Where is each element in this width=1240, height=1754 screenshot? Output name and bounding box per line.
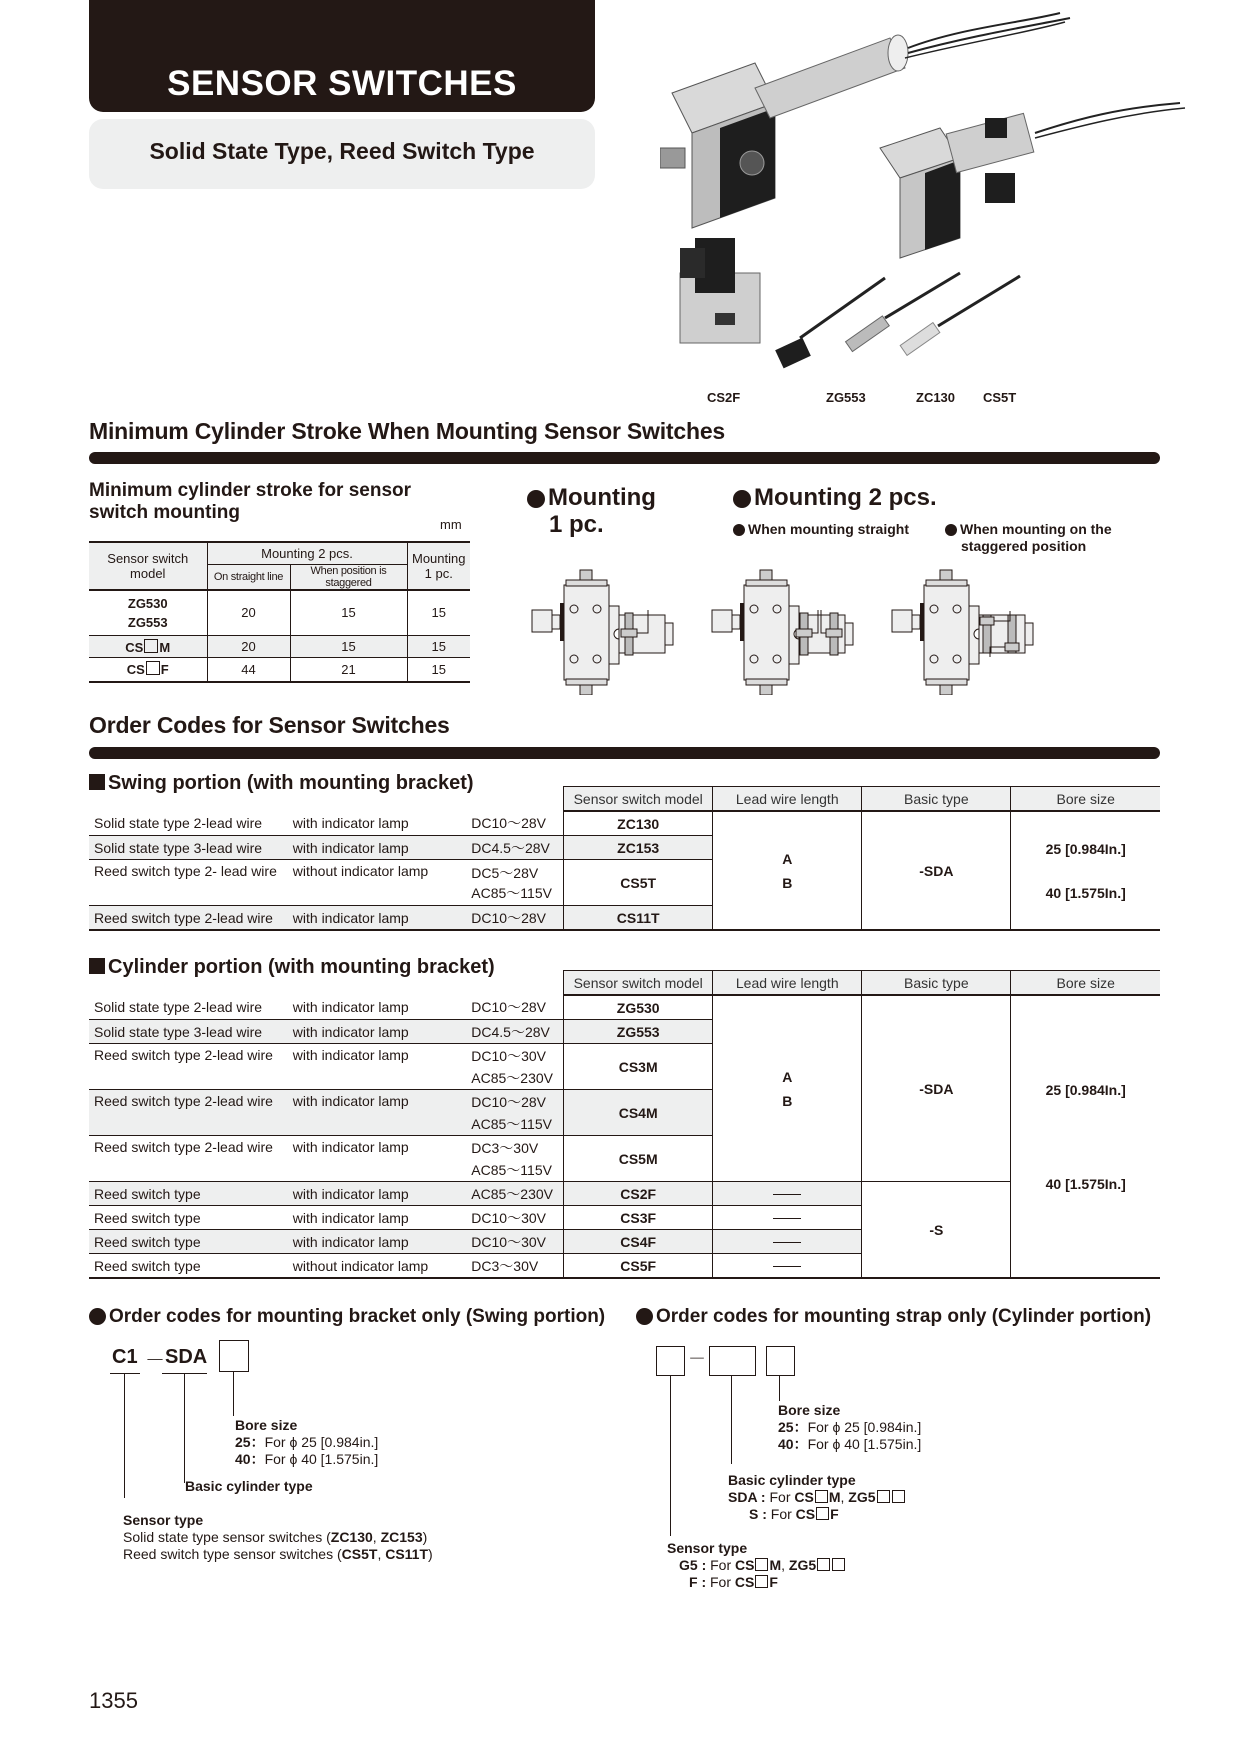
strap-basic-legend: Basic cylinder type SDA : For CS M, ZG5 S : For CS F xyxy=(728,1472,906,1523)
subtitle-banner xyxy=(89,119,595,189)
bore-size-input-box xyxy=(766,1346,795,1376)
diagram-mounting-straight xyxy=(712,570,853,695)
rotary-actuator-right-image xyxy=(880,103,1185,258)
col-header-mount1: Mounting 1 pc. xyxy=(407,542,470,590)
table-row: Reed switch type 2-lead wire with indicator lamp DC10～28V AC85～115V CS4M xyxy=(89,1090,1160,1136)
col-header-mount2: Mounting 2 pcs. xyxy=(207,542,407,564)
bracket-sensor-legend: Sensor type Solid state type sensor switches (ZC130, ZC153) Reed switch type sensor switches (CS5T, CS11T) xyxy=(123,1512,433,1562)
bullet-icon xyxy=(527,490,545,508)
photo-label-cs2f: CS2F xyxy=(707,390,741,405)
mounting-2-heading: Mounting 2 pcs. xyxy=(733,484,937,511)
sensor-type-input-box xyxy=(656,1346,685,1376)
mounting-straight-label: When mounting straight xyxy=(733,521,909,538)
table-row: Reed switch type without indicator lamp DC3～30V CS5F xyxy=(89,1254,1160,1279)
mounting-1-heading: Mounting 1 pc. xyxy=(527,484,656,538)
table-row: Solid state type 2-lead wire with indicator lamp DC10～28V ZC130 A B -SDA 25 [0.984In.] 40 [1.575In.] xyxy=(89,811,1160,836)
bullet-icon xyxy=(89,1308,106,1325)
table-row: Reed switch type 2-lead wire with indicator lamp DC3～30V AC85～115V CS5M xyxy=(89,1136,1160,1182)
col-header: Basic type xyxy=(862,787,1011,812)
section-title-min-stroke: Minimum Cylinder Stroke When Mounting Sensor Switches xyxy=(89,418,726,444)
swing-order-table xyxy=(89,786,1160,931)
bullet-icon xyxy=(733,490,751,508)
leader-line xyxy=(184,1373,185,1483)
min-stroke-table xyxy=(89,541,470,683)
strap-bore-legend: Bore size 25：For ϕ 25 [0.984in.] 40：For ϕ 40 [1.575in.] xyxy=(778,1402,922,1452)
lead-wire-cell: A B xyxy=(713,995,862,1182)
col-header: Basic type xyxy=(862,971,1011,996)
diagram-mounting-staggered xyxy=(892,570,1033,695)
table-row: Reed switch type 2-lead wire with indicator lamp DC10～30V AC85～230V CS3M xyxy=(89,1044,1160,1090)
strap-sensor-legend: Sensor type G5 : For CS M, ZG5 F : For CS F xyxy=(667,1540,846,1591)
col-header: Bore size xyxy=(1011,787,1160,812)
cylinder-portion-heading: Cylinder portion (with mounting bracket) xyxy=(89,956,495,979)
dash-icon xyxy=(773,1242,801,1243)
bore-size-input-box xyxy=(219,1340,249,1372)
leader-line xyxy=(779,1376,780,1401)
page-title: SENSOR SWITCHES xyxy=(167,64,517,103)
photo-label-zc130: ZC130 xyxy=(916,390,956,405)
dash-icon xyxy=(773,1266,801,1267)
page-number: 1355 xyxy=(89,1688,138,1713)
page-subtitle: Solid State Type, Reed Switch Type xyxy=(149,138,535,164)
basic-type-cell-sda: -SDA xyxy=(862,995,1011,1182)
strap-codes-heading: Order codes for mounting strap only (Cylinder portion) xyxy=(636,1306,1151,1328)
lead-wire-cell: A B xyxy=(713,811,862,930)
table-row: CS M 20 15 15 xyxy=(89,636,470,658)
swing-portion-heading: Swing portion (with mounting bracket) xyxy=(89,772,474,795)
col-header: Lead wire length xyxy=(713,787,862,812)
table-row: Solid state type 3-lead wire with indicator lamp DC4.5～28V ZG553 xyxy=(89,1020,1160,1044)
bullet-icon xyxy=(733,524,745,536)
col-header-straight: On straight line xyxy=(207,564,290,590)
cs5t-sensor-image xyxy=(900,276,1020,355)
bore-size-cell: 25 [0.984In.] 40 [1.575In.] xyxy=(1011,811,1160,930)
bullet-icon xyxy=(636,1308,653,1325)
col-header: Sensor switch model xyxy=(564,971,713,996)
table-header-row xyxy=(89,787,1160,812)
bore-size-cell: 25 [0.984In.] 40 [1.575In.] xyxy=(1011,995,1160,1278)
leader-line xyxy=(731,1376,732,1464)
dash-icon xyxy=(773,1194,801,1195)
table-row: ZG530 ZG553 20 15 15 xyxy=(89,590,470,636)
zc130-sensor-image xyxy=(846,273,960,352)
table-row: Reed switch type with indicator lamp DC10～30V CS4F xyxy=(89,1230,1160,1254)
code-separator: － xyxy=(688,1349,706,1369)
bracket-bore-legend: Bore size 25：For ϕ 25 [0.984in.] 40：For ϕ 40 [1.575in.] xyxy=(235,1417,379,1467)
col-header-model: Sensor switch model xyxy=(89,542,207,590)
photo-label-zg553: ZG553 xyxy=(826,390,866,405)
section-title-order-codes: Order Codes for Sensor Switches xyxy=(89,712,450,738)
bracket-basic-legend: Basic cylinder type xyxy=(185,1478,313,1494)
basic-type-cell-s: -S xyxy=(862,1182,1011,1279)
mounting-staggered-label: When mounting on the staggered position xyxy=(945,521,1112,555)
min-stroke-table-heading: Minimum cylinder stroke for sensor switch mounting xyxy=(89,480,412,523)
col-header: Sensor switch model xyxy=(564,787,713,812)
col-header-staggered: When position is staggered xyxy=(290,564,407,590)
mounting-diagrams xyxy=(520,565,1160,695)
code-sda: SDA xyxy=(165,1346,208,1368)
col-header: Lead wire length xyxy=(713,971,862,996)
basic-type-input-box xyxy=(709,1346,756,1376)
diagram-mounting-1pc xyxy=(532,570,673,695)
unit-label: mm xyxy=(440,517,462,532)
cs2f-sensor-image xyxy=(680,238,760,343)
section-divider xyxy=(89,747,1160,759)
leader-line xyxy=(670,1376,671,1536)
table-row: Reed switch type 2- lead wire without indicator lamp DC5～28V AC85～115V CS5T xyxy=(89,860,1160,906)
bracket-codes-heading: Order codes for mounting bracket only (Swing portion) xyxy=(89,1306,605,1328)
bullet-icon xyxy=(945,524,957,536)
table-row: Reed switch type with indicator lamp DC10～30V CS3F xyxy=(89,1206,1160,1230)
section-divider xyxy=(89,452,1160,464)
table-row: Reed switch type 2-lead wire with indicator lamp DC10～28V CS11T xyxy=(89,906,1160,931)
basic-type-cell: -SDA xyxy=(862,811,1011,930)
leader-line xyxy=(124,1373,125,1498)
col-header: Bore size xyxy=(1011,971,1160,996)
title-banner xyxy=(89,0,595,112)
zg553-sensor-image xyxy=(775,278,885,368)
photo-label-cs5t: CS5T xyxy=(983,390,1017,405)
cylinder-order-table xyxy=(89,970,1160,1279)
code-separator: － xyxy=(145,1350,165,1372)
dash-icon xyxy=(773,1218,801,1219)
leader-line xyxy=(233,1371,234,1416)
table-row: Reed switch type with indicator lamp AC85～230V CS2F -S xyxy=(89,1182,1160,1206)
table-header-row xyxy=(89,971,1160,996)
code-c1: C1 xyxy=(112,1346,138,1368)
table-row: Solid state type 2-lead wire with indicator lamp DC10～28V ZG530 A B -SDA 25 [0.984In.] 40 [1.575In.] xyxy=(89,995,1160,1020)
product-photo xyxy=(660,8,1230,388)
table-row: Solid state type 3-lead wire with indicator lamp DC4.5～28V ZC153 xyxy=(89,836,1160,860)
table-row: CS F 44 21 15 xyxy=(89,658,470,682)
